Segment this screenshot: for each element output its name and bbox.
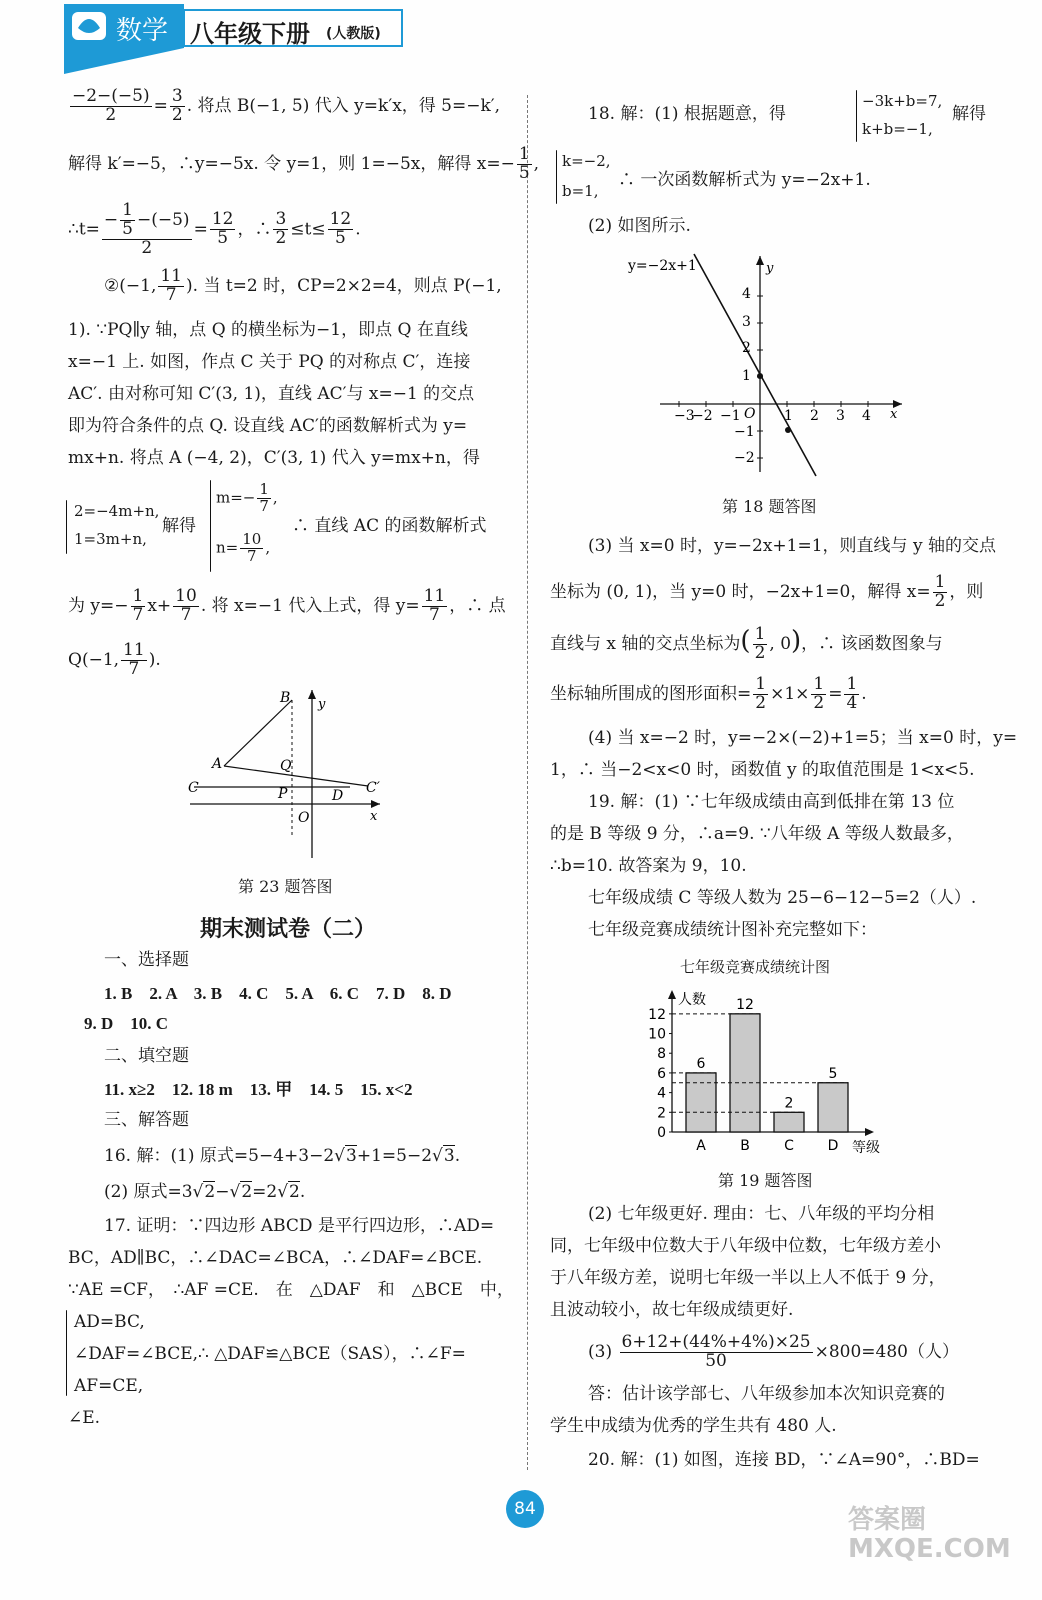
q18-4-line-2: 1，∴ 当−2<x<0 时，函数值 y 的取值范围是 1<x<5.	[550, 760, 975, 780]
brace-1	[66, 500, 67, 554]
q17-tail: ∴ △DAF≌△BCE（SAS），∴∠F=	[198, 1344, 466, 1364]
left-line-1: $\frac{-2-(-5)}{2}$ = $\frac{3}{2}$ . 将点 B(−1, 5) 代入 y=k′x，得 5=−k′,	[72, 86, 501, 125]
fill-answers: 11. x≥2 12. 18 m 13. 甲 14. 5 15. x<2	[104, 1080, 413, 1099]
q18-3-line-3: 直线与 x 轴的交点坐标为( $\frac{1}{2}$ , 0)，∴ 该函数图象与	[550, 624, 943, 663]
column-divider	[527, 95, 528, 1470]
left-line-8: 即为符合条件的点 Q. 设直线 AC′的函数解析式为 y=	[68, 416, 468, 436]
fig18-ticks	[679, 296, 868, 458]
header	[64, 4, 404, 48]
q19-answer-1: 答：估计该学部七、八年级参加本次知识竞赛的	[588, 1384, 945, 1404]
fig18-yt-4: 4	[742, 286, 751, 302]
left-line-5: 1). ∵PQ∥y 轴，点 Q 的横坐标为−1，即点 Q 在直线	[68, 320, 468, 340]
left-line-9: mx+n. 将点 A (−4, 2)，C′(3, 1) 代入 y=mx+n，得	[68, 448, 480, 468]
chart-bar-C	[774, 1112, 804, 1132]
choice-answers-1: 1. B 2. A 3. B 4. C 5. A 6. C 7. D 8. D	[104, 984, 452, 1003]
fig23-caption: 第 23 题答图	[238, 877, 333, 896]
page-number: 84	[506, 1490, 544, 1528]
left-line-13: Q(−1, $\frac{11}{7}$ ).	[68, 640, 161, 679]
fig23-label-y: y	[318, 697, 326, 712]
fig23-label-C-prime: C′	[366, 780, 380, 796]
fig18-origin: O	[744, 406, 756, 422]
chart-ytick-label: 4	[657, 1085, 666, 1102]
q18-result: ∴ 一次函数解析式为 y=−2x+1.	[618, 170, 871, 190]
fig18-xt-neg3: −3	[674, 408, 695, 424]
fig18-xt-3: 3	[836, 408, 845, 424]
fig23-label-A: A	[212, 756, 223, 772]
chart-category-label: D	[827, 1138, 839, 1154]
fig23-line-AC	[224, 766, 368, 786]
q17-end: ∠E.	[68, 1408, 101, 1428]
q16-part1: 16. 解：(1) 原式=5−4+3−2√3+1=5−2√3.	[104, 1146, 461, 1166]
choice-answers-2: 9. D 10. C	[84, 1014, 169, 1033]
chart-bar-D	[818, 1083, 848, 1132]
edition-label: (人教版)	[326, 26, 381, 42]
q19-3-line: (3) $\frac{6+12+(44\%+4\%)\times 25}{50}$ ×800=480（人）	[588, 1332, 959, 1371]
q17-sys-3: AF=CE,	[74, 1376, 144, 1396]
system-eq-2: 1=3m+n,	[74, 530, 147, 548]
fig18-xt-1: 1	[784, 408, 793, 424]
q17-line-2: BC，AD∥BC，∴∠DAC=∠BCA，∴∠DAF=∠BCE.	[68, 1248, 483, 1268]
q18-3-line-1: (3) 当 x=0 时，y=−2x+1=1，则直线与 y 轴的交点	[588, 536, 996, 556]
chart-y-arrow	[668, 990, 676, 999]
fig23-label-O: O	[298, 810, 310, 826]
left-line-12: 为 y=− $\frac{1}{7}$ x+ $\frac{10}{7}$ . 将 x=−1 代入上式，得 y= $\frac{11}{7}$ ，∴ 点	[68, 586, 506, 625]
fig19-caption: 第 19 题答图	[718, 1171, 813, 1190]
chart-value-label: 2	[784, 1095, 794, 1112]
exam-title: 期末测试卷（二）	[200, 917, 377, 942]
chart-title: 七年级竞赛成绩统计图	[680, 958, 831, 976]
q17-line-1: 17. 证明：∵四边形 ABCD 是平行四边形，∴AD=	[104, 1216, 495, 1236]
fig23-label-D: D	[332, 788, 344, 804]
q19-line-3: ∴b=10. 故答案为 9，10.	[550, 856, 747, 876]
q19-line-2: 的是 B 等级 9 分，∴a=9. ∵八年级 A 等级人数最多，	[550, 824, 964, 844]
chart-ytick-label: 10	[648, 1026, 666, 1043]
q18-sys-3: k=−2,	[562, 152, 611, 170]
fig23-label-C: C	[188, 780, 199, 796]
fig23-label-x: x	[370, 809, 378, 824]
fig18-yt-neg1: −1	[734, 424, 755, 440]
chart-bar-A	[686, 1073, 716, 1132]
q18-3-line-4: 坐标轴所围成的图形面积= $\frac{1}{2}$ ×1× $\frac{1}{2}$ = $\frac{1}{4}$ .	[550, 674, 867, 713]
fig18-x-label: x	[890, 407, 898, 422]
watermark: 答案圈 MXQE.COM	[848, 1505, 1011, 1564]
fig18-xt-neg1: −1	[720, 408, 741, 424]
chart-ytick-label: 12	[648, 1006, 666, 1023]
solution-n: n= $\frac{10}{7}$ ,	[216, 530, 271, 565]
left-line-2: 解得 k′=−5，∴y=−5x. 令 y=1，则 1=−5x，解得 x=− $\frac{1}{5}$ ,	[68, 144, 540, 183]
solve-word: 解得	[162, 516, 196, 536]
figure-18	[620, 248, 920, 478]
q17-line-3: ∵AE =CF， ∴AF =CE. 在 △DAF 和 △BCE 中，	[68, 1280, 514, 1300]
figure-23	[180, 686, 400, 866]
left-line-3: ∴t= − $\frac{1}{5}$ −(−5) 2 = $\frac{12}{5}$ ，∴ $\frac{3}{2}$ ≤t≤ $\frac{12}{5}$ .	[68, 200, 361, 258]
chart-value-label: 5	[828, 1065, 838, 1082]
chart-value-label: 12	[736, 996, 754, 1013]
q19-line-4: 七年级成绩 C 等级人数为 25−6−12−5=2（人）.	[588, 888, 977, 908]
fig18-point-1-neg1	[785, 427, 791, 433]
fig18-func-label: y=−2x+1	[628, 258, 697, 274]
brace-q18-a	[856, 90, 857, 142]
brace-q18-b	[556, 150, 557, 204]
fig18-xt-4: 4	[862, 408, 871, 424]
section-choice: 一、选择题	[104, 950, 189, 970]
q19-2-line-1: (2) 七年级更好. 理由：七、八年级的平均分相	[588, 1204, 935, 1224]
fig18-yt-neg2: −2	[734, 450, 755, 466]
system-tail: ∴ 直线 AC 的函数解析式	[292, 516, 487, 536]
fig18-xt-2: 2	[810, 408, 819, 424]
left-line-6: x=−1 上. 如图，作点 C 关于 PQ 的对称点 C′，连接	[68, 352, 471, 372]
q20-line: 20. 解：(1) 如图，连接 BD，∵∠A=90°，∴BD=	[588, 1450, 980, 1470]
q16-part2: (2) 原式=3√2−√2=2√2.	[104, 1182, 306, 1202]
q19-2-line-3: 于八年级方差，说明七年级一半以上人不低于 9 分，	[550, 1268, 946, 1288]
section-solve: 三、解答题	[104, 1110, 189, 1130]
q19-2-line-4: 且波动较小，故七年级成绩更好.	[550, 1300, 794, 1320]
fig18-point-0-1	[757, 373, 763, 379]
fig18-yt-3: 3	[742, 314, 751, 330]
chart-xlabel: 等级	[852, 1140, 880, 1156]
chart-category-label: C	[784, 1138, 794, 1154]
subject-label: 数学	[116, 16, 169, 46]
q18-solve: 解得	[952, 104, 986, 124]
chart-ylabel: 人数	[678, 992, 706, 1008]
fig18-caption: 第 18 题答图	[722, 497, 817, 516]
chart-bar-B	[730, 1014, 760, 1132]
brace-q17	[66, 1310, 67, 1396]
chart-ytick-label: 8	[657, 1046, 666, 1063]
bar-chart	[640, 984, 900, 1162]
chart-x-arrow	[865, 1128, 874, 1136]
system-eq-1: 2=−4m+n,	[74, 502, 160, 520]
chart-ytick-label: 2	[657, 1105, 666, 1122]
left-line-7: AC′. 由对称可知 C′(3, 1)，直线 AC′与 x=−1 的交点	[68, 384, 475, 404]
fig18-yt-2: 2	[742, 340, 751, 356]
chart-ytick-label: 0	[657, 1125, 666, 1141]
chart-ytick-label: 6	[657, 1065, 666, 1082]
chart-value-label: 6	[696, 1055, 706, 1072]
q18-line-1: 18. 解：(1) 根据题意，得	[588, 104, 786, 124]
q19-line-5: 七年级竞赛成绩统计图补充完整如下：	[588, 920, 877, 940]
q18-sys-4: b=1,	[562, 182, 599, 200]
left-line-4: ②(−1, $\frac{11}{7}$ ). 当 t=2 时，CP=2×2=4，则点 P(−1,	[104, 266, 502, 305]
q18-part2: (2) 如图所示.	[588, 216, 691, 236]
solution-m: m=− $\frac{1}{7}$ ,	[216, 480, 278, 515]
fig18-yt-1: 1	[742, 368, 751, 384]
fig23-label-B: B	[280, 690, 291, 706]
q18-3-line-2: 坐标为 (0, 1)，当 y=0 时，−2x+1=0，解得 x= $\frac{1}{2}$ ，则	[550, 572, 984, 611]
fig18-graph-line	[694, 254, 816, 476]
fig18-xt-neg2: −2	[692, 408, 713, 424]
q17-sys-2: ∠DAF=∠BCE,	[74, 1344, 199, 1364]
fig18-y-label: y	[766, 261, 774, 276]
fig23-label-P: P	[278, 786, 288, 802]
fig23-line-BA	[224, 700, 292, 766]
chart-category-label: A	[696, 1138, 706, 1154]
q18-sys-1: −3k+b=7,	[862, 92, 943, 110]
q18-4-line-1: (4) 当 x=−2 时，y=−2×(−2)+1=5；当 x=0 时，y=	[588, 728, 1018, 748]
brace-2	[210, 480, 211, 572]
book-title: 八年级下册	[190, 20, 310, 48]
q18-sys-2: k+b=−1,	[862, 120, 933, 138]
q17-sys-1: AD=BC,	[74, 1312, 145, 1332]
chart-category-label: B	[740, 1138, 750, 1154]
q19-2-line-2: 同，七年级中位数大于八年级中位数，七年级方差小	[550, 1236, 941, 1256]
fig23-label-Q: Q	[280, 758, 292, 774]
q19-line-1: 19. 解：(1) ∵七年级成绩由高到低排在第 13 位	[588, 792, 955, 812]
section-fill: 二、填空题	[104, 1046, 189, 1066]
q19-answer-2: 学生中成绩为优秀的学生共有 480 人.	[550, 1416, 837, 1436]
